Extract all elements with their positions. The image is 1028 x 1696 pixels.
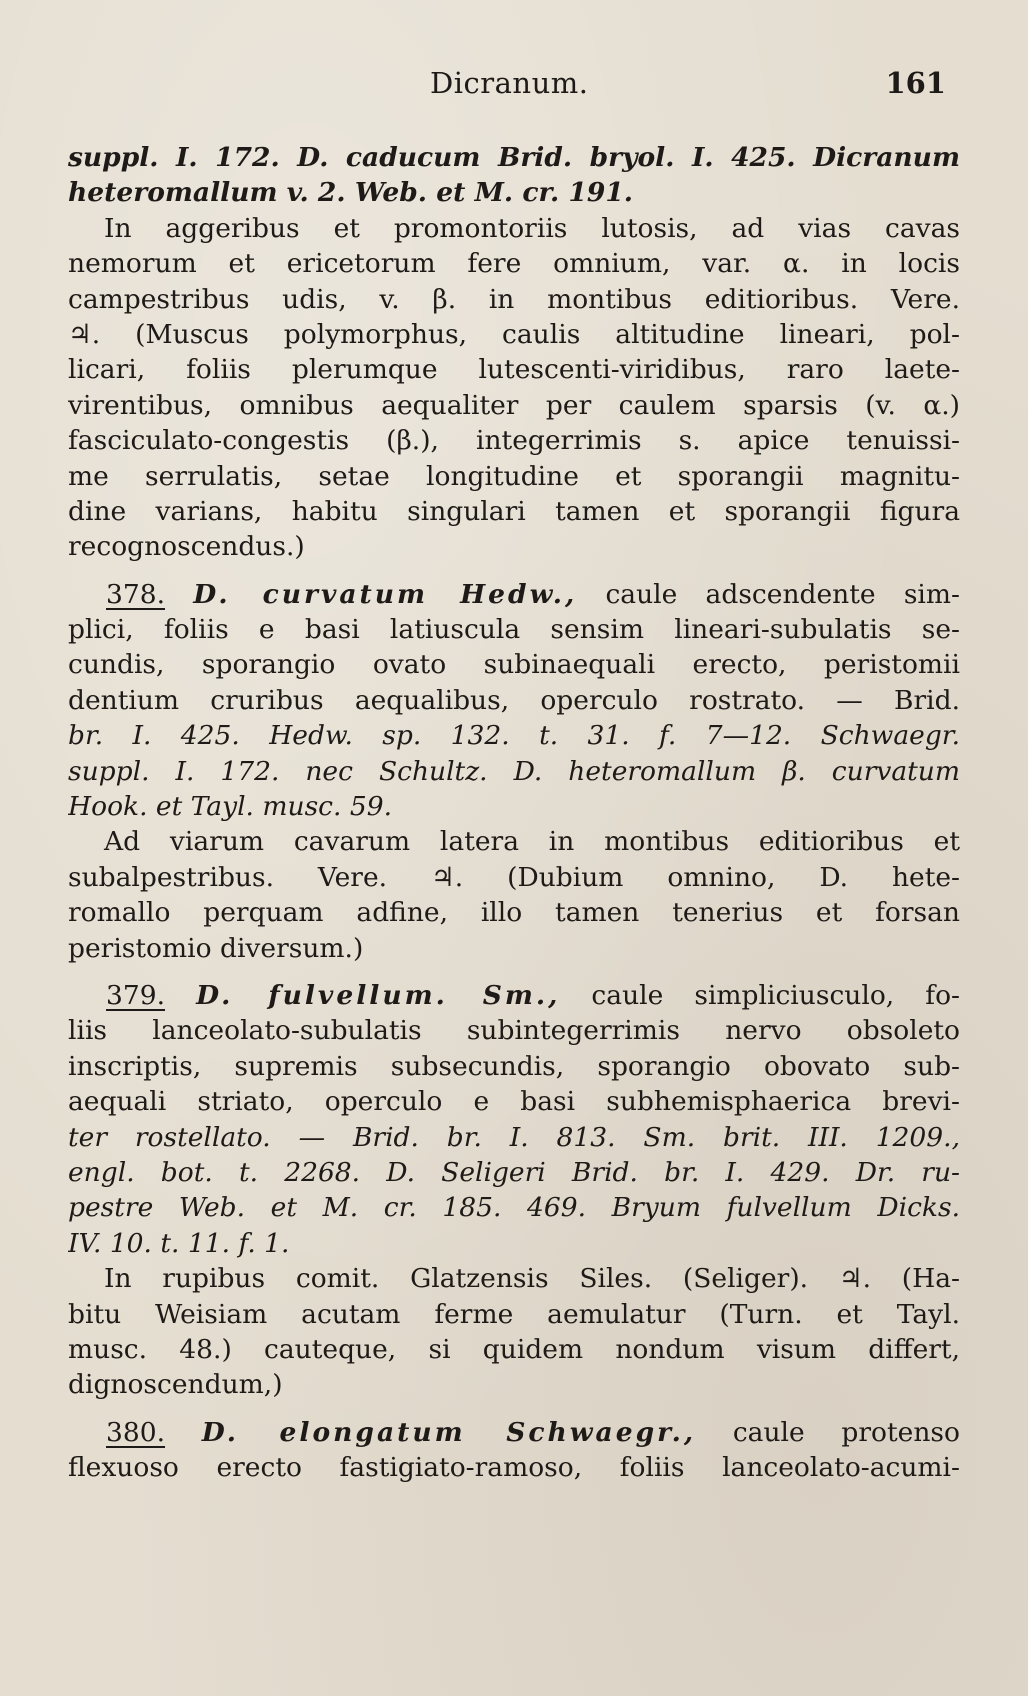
text-line: virentibus, omnibus aequaliter per caulem sparsis (v. α.) <box>68 389 960 421</box>
text-line: dignoscendum,) <box>68 1369 283 1401</box>
entry-text: caule adscendente sim- <box>605 578 960 610</box>
text-line: campestribus udis, v. β. in montibus editioribus. Vere. <box>68 283 960 315</box>
text-line: IV. 10. t. 11. f. 1. <box>68 1227 290 1259</box>
entry-378-head <box>68 577 960 612</box>
running-title: Dicranum. <box>430 66 589 100</box>
entry-380-head <box>68 1415 960 1450</box>
text-line: Ad viarum cavarum latera in montibus editioribus et <box>104 826 960 858</box>
text-line: dine varians, habitu singulari tamen et sporangii figura <box>68 495 960 527</box>
species-name: D. elongatum Schwaegr., <box>201 1416 697 1448</box>
text-line: suppl. I. 172. D. caducum Brid. bryol. I. 425. Dicranum <box>68 142 960 173</box>
text-line: ♃. (Muscus polymorphus, caulis altitudine lineari, pol- <box>68 318 960 350</box>
text-line: recognoscendus.) <box>68 531 305 563</box>
text-line: aequali striato, operculo e basi subhemisphaerica brevi- <box>68 1086 960 1118</box>
entry-number: 379. <box>106 979 166 1011</box>
text-line: inscriptis, supremis subsecundis, sporangio obovato sub- <box>68 1050 960 1082</box>
text-line: engl. bot. t. 2268. D. Seligeri Brid. br. I. 429. Dr. ru- <box>68 1156 960 1188</box>
text-line: dentium cruribus aequalibus, operculo rostrato. — Brid. <box>68 684 960 716</box>
text-line: Hook. et Tayl. musc. 59. <box>68 791 393 823</box>
page-number: 161 <box>885 66 946 100</box>
text-line: In rupibus comit. Glatzensis Siles. (Seliger). ♃. (Ha- <box>104 1263 960 1295</box>
text-line: bitu Weisiam acutam ferme aemulatur (Turn. et Tayl. <box>68 1298 960 1330</box>
entry-number: 380. <box>106 1416 166 1448</box>
text-line: romallo perquam adfine, illo tamen tenerius et forsan <box>68 897 960 929</box>
text-line: cundis, sporangio ovato subinaequali erecto, peristomii <box>68 649 960 681</box>
entry-379-head <box>68 978 960 1013</box>
text-line: ter rostellato. — Brid. br. I. 813. Sm. brit. III. 1209., <box>68 1121 960 1153</box>
text-line: fasciculato-congestis (β.), integerrimis s. apice tenuissi- <box>68 425 960 457</box>
text-line: br. I. 425. Hedw. sp. 132. t. 31. f. 7—12. Schwaegr. <box>68 720 960 752</box>
text-line: liis lanceolato-subulatis subintegerrimis nervo obsoleto <box>68 1015 960 1047</box>
text-line: musc. 48.) cauteque, si quidem nondum visum differt, <box>68 1333 960 1365</box>
text-line: pestre Web. et M. cr. 185. 469. Bryum fulvellum Dicks. <box>68 1192 960 1224</box>
page-header <box>60 66 956 106</box>
entry-number: 378. <box>106 578 166 610</box>
text-line: heteromallum v. 2. Web. et M. cr. 191. <box>68 177 634 209</box>
entry-text: caule simpliciusculo, fo- <box>591 979 960 1011</box>
text-line: flexuoso erecto fastigiato-ramoso, foliis lanceolato-acumi- <box>68 1452 960 1484</box>
text-line: nemorum et ericetorum fere omnium, var. α. in locis <box>68 248 960 280</box>
text-line: me serrulatis, setae longitudine et sporangii magnitu- <box>68 460 960 492</box>
text-line: licari, foliis plerumque lutescenti-viridibus, raro laete- <box>68 354 960 386</box>
text-line: peristomio diversum.) <box>68 932 364 964</box>
species-name: D. fulvellum. Sm., <box>196 979 561 1011</box>
text-line: subalpestribus. Vere. ♃. (Dubium omnino, D. hete- <box>68 861 960 893</box>
text-line: suppl. I. 172. nec Schultz. D. heteromallum β. curvatum <box>68 755 960 787</box>
text-line: plici, foliis e basi latiuscula sensim lineari-subulatis se- <box>68 614 960 646</box>
species-name: D. curvatum Hedw., <box>193 578 578 610</box>
page-body <box>68 140 960 1485</box>
text-line: In aggeribus et promontoriis lutosis, ad vias cavas <box>104 212 960 244</box>
entry-text: caule protenso <box>732 1416 960 1448</box>
